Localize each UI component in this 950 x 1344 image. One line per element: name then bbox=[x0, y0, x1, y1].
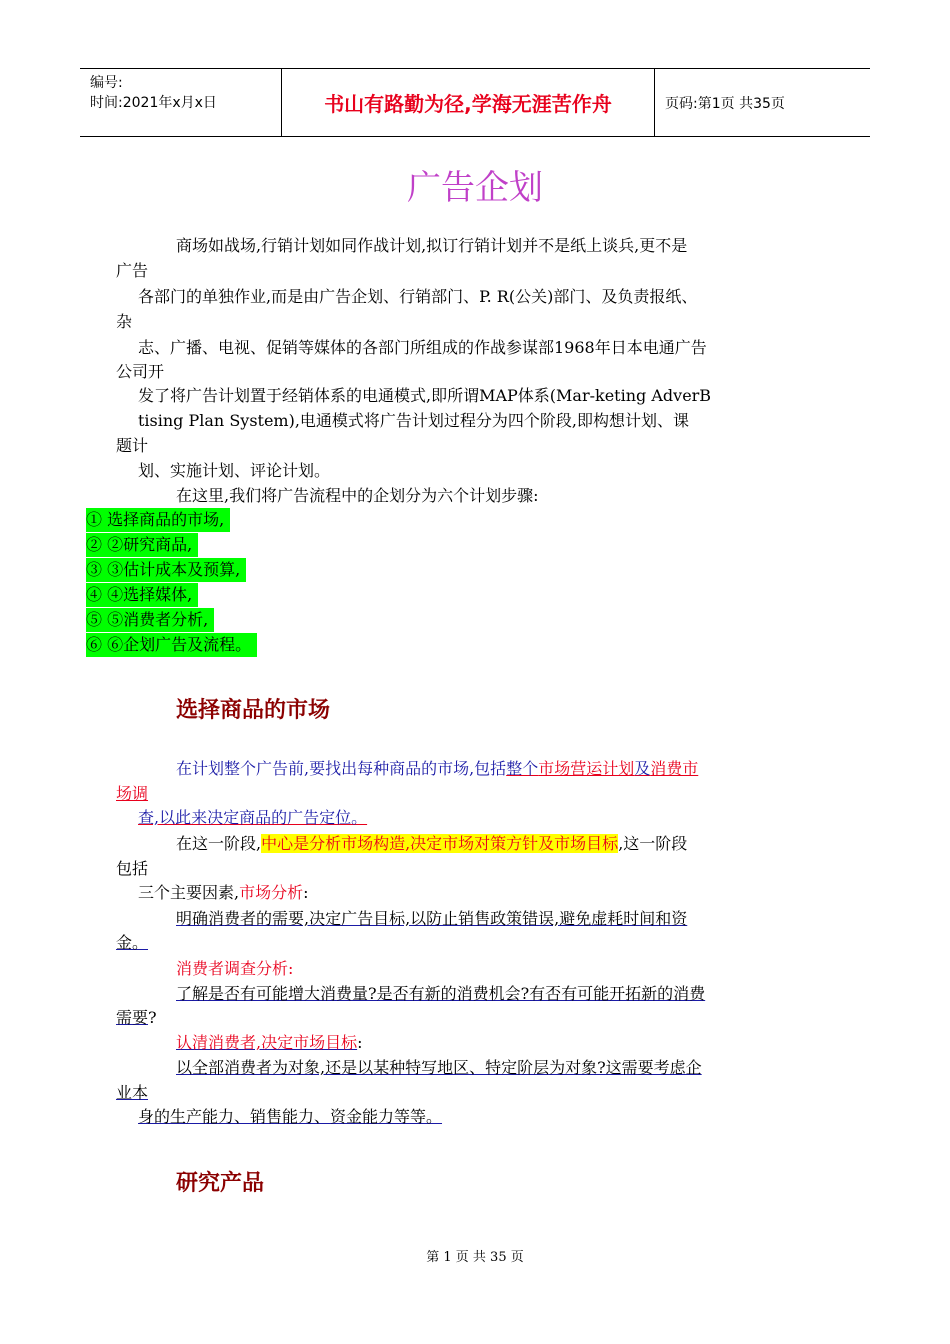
s1-para4: 消费者调查分析: bbox=[176, 959, 294, 978]
s1-para3-line1: 明确消费者的需要,决定广告目标,以防止销售政策错误,避免虚耗时间和资 bbox=[176, 909, 688, 928]
text-span: 市场分析 bbox=[239, 883, 304, 902]
s1-para6 bbox=[176, 1031, 362, 1055]
intro-line: 杂 bbox=[116, 312, 133, 331]
step-item: ④ ④选择媒体, bbox=[86, 583, 198, 607]
step-item: ③ ③估计成本及预算, bbox=[86, 558, 246, 582]
s1-para1-line2: 场调 bbox=[116, 784, 149, 803]
s1-para7-line1: 以全部消费者为对象,还是以某种特写地区、特定阶层为对象?这需要考虑企 bbox=[176, 1058, 702, 1077]
s1-para5-line2 bbox=[116, 1006, 157, 1030]
text-span: 整个 bbox=[506, 759, 539, 778]
header-left-cell bbox=[80, 69, 282, 136]
s1-para7-line3: 身的生产能力、销售能力、资金能力等等。 bbox=[138, 1107, 443, 1126]
intro-line: 志、广播、电视、促销等媒体的各部门所组成的作战参谋部1968年日本电通广告 bbox=[138, 338, 707, 357]
motto: 书山有路勤为径,学海无涯苦作舟 bbox=[282, 69, 655, 136]
page-footer: 第 1 页 共 35 页 bbox=[426, 1250, 524, 1265]
text-span: 及 bbox=[634, 759, 651, 778]
highlighted-text: 中心是分析市场构造,决定市场对策方针及市场目标 bbox=[261, 834, 619, 853]
time-label: 时间:2021年x月x日 bbox=[90, 95, 217, 111]
intro-line: 广告 bbox=[116, 261, 149, 280]
s1-para1-line3: 查,以此来决定商品的广告定位。 bbox=[138, 808, 368, 827]
s1-para2-line2: 包括 bbox=[116, 859, 149, 878]
step-item: ⑤ ⑤消费者分析, bbox=[86, 608, 214, 632]
step-item: ② ②研究商品, bbox=[86, 533, 198, 557]
header-table bbox=[80, 68, 870, 137]
s1-para1-line1 bbox=[176, 757, 698, 781]
s1-para5-line1: 了解是否有可能增大消费量?是否有新的消费机会?有否有可能开拓新的消费 bbox=[176, 984, 706, 1003]
text-span: ? bbox=[148, 1008, 157, 1027]
text-span: 在计划整个广告前,要找出每种商品的市场,包括 bbox=[176, 759, 507, 778]
step-item: ⑥ ⑥企划广告及流程。 bbox=[86, 633, 257, 657]
page-info: 页码:第1页 共35页 bbox=[665, 95, 785, 112]
text-span: 消费市 bbox=[650, 759, 699, 778]
text-span: 认清消费者,决定市场目标 bbox=[176, 1033, 358, 1052]
intro-line: 题计 bbox=[116, 436, 149, 455]
document-title: 广告企划 bbox=[407, 168, 543, 208]
intro-line: tising Plan System),电通模式将广告计划过程分为四个阶段,即构想计划、课 bbox=[138, 411, 690, 430]
intro-line: 划、实施计划、评论计划。 bbox=[138, 461, 331, 480]
number-label: 编号: bbox=[90, 75, 123, 91]
intro-line: 商场如战场,行销计划如同作战计划,拟订行销计划并不是纸上谈兵,更不是 bbox=[176, 236, 688, 255]
s1-para7-line2: 业本 bbox=[116, 1083, 149, 1102]
section-heading: 研究产品 bbox=[176, 1171, 265, 1196]
s1-para2-line1 bbox=[176, 832, 687, 856]
text-span: 三个主要因素, bbox=[138, 883, 240, 902]
section-heading: 选择商品的市场 bbox=[176, 698, 331, 723]
text-span: : bbox=[357, 1033, 363, 1052]
step-item: ① 选择商品的市场, bbox=[86, 508, 230, 532]
intro-line: 在这里,我们将广告流程中的企划分为六个计划步骤: bbox=[176, 486, 539, 505]
text-span: 在这一阶段, bbox=[176, 834, 262, 853]
text-span: 市场营运计划 bbox=[538, 759, 635, 778]
intro-line: 发了将广告计划置于经销体系的电通模式,即所谓MAP体系(Mar-keting AdverB bbox=[138, 386, 712, 405]
s1-para2-line3 bbox=[138, 881, 309, 905]
intro-line: 公司开 bbox=[116, 362, 165, 381]
intro-line: 各部门的单独作业,而是由广告企划、行销部门、P. R(公关)部门、及负责报纸、 bbox=[138, 287, 698, 306]
text-span: : bbox=[303, 883, 309, 902]
s1-para3-line2: 金。 bbox=[116, 933, 149, 952]
text-span: ,这一阶段 bbox=[618, 834, 688, 853]
text-span: 需要 bbox=[116, 1008, 149, 1027]
